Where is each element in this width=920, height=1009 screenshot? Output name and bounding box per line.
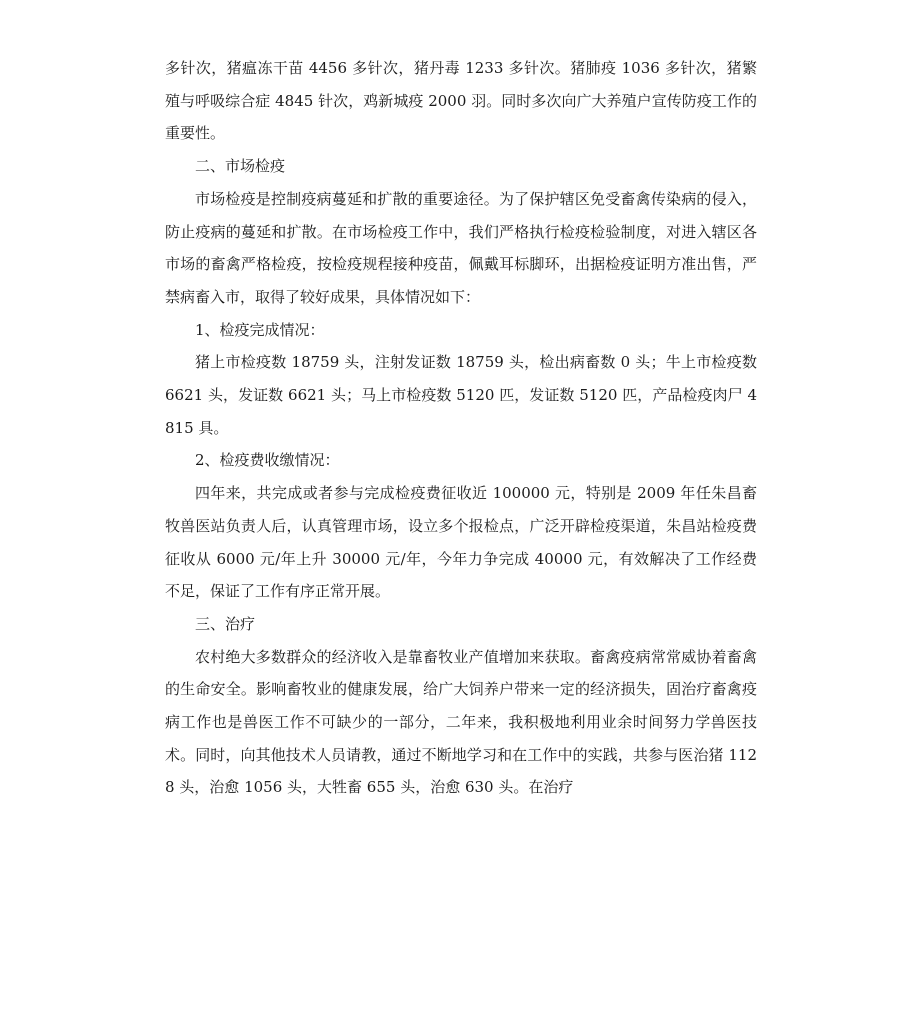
subheading-inspection-completion: 1、检疫完成情况： (195, 320, 325, 339)
subheading-fee-collection: 2、检疫费收缴情况： (195, 451, 340, 470)
paragraph-market-inspection: 市场检疫是控制疫病蔓延和扩散的重要途径。为了保护辖区免受畜禽传染病的侵入，防止疫病的蔓延和扩散。在市场检疫工作中，我们严格执行检疫检验制度，对进入辖区各市场的畜禽严格检疫，按检疫规程接种疫苗，佩戴耳标脚环，出据检疫证明方准出售，严禁病畜入市，取得了较好成果，具体情况如下： (165, 189, 757, 306)
section-heading-market-inspection: 二、市场检疫 (195, 157, 286, 176)
paragraph-inspection-numbers: 猪上市检疫数 18759 头，注射发证数 18759 头，检出病畜数 0 头；牛上市检疫数 6621 头，发证数 6621 头；马上市检疫数 5120 匹，发证数 5120 匹，产品检疫肉尸 4815 具。 (165, 353, 757, 437)
paragraph-fee-collection: 四年来，共完成或者参与完成检疫费征收近 100000 元，特别是 2009 年任朱昌畜牧兽医站负责人后，认真管理市场，设立多个报检点，广泛开辟检疫渠道，朱昌站检疫费征收从 6000 元/年上升 30000 元/年，今年力争完成 40000 元，有效解决了工作经费不足，保证了工作有序正常开展。 (165, 484, 757, 601)
paragraph-treatment: 农村绝大多数群众的经济收入是靠畜牧业产值增加来获取。畜禽疫病常常威协着畜禽的生命安全。影响畜牧业的健康发展，给广大饲养户带来一定的经济损失，固治疗畜禽疫病工作也是兽医工作不可缺少的一部分，二年来，我积极地利用业余时间努力学兽医技术。同时，向其他技术人员请教，通过不断地学习和在工作中的实践，共参与医治猪 1128 头，治愈 1056 头，大牲畜 655 头，治愈 630 头。在治疗 (165, 647, 757, 797)
document-body (165, 52, 757, 804)
section-heading-treatment: 三、治疗 (195, 614, 256, 633)
paragraph-vaccination-continued: 多针次，猪瘟冻干苗 4456 多针次，猪丹毒 1233 多针次。猪肺疫 1036 多针次，猪繁殖与呼吸综合症 4845 针次，鸡新城疫 2000 羽。同时多次向广大养殖户宣传防疫工作的重要性。 (165, 59, 757, 143)
